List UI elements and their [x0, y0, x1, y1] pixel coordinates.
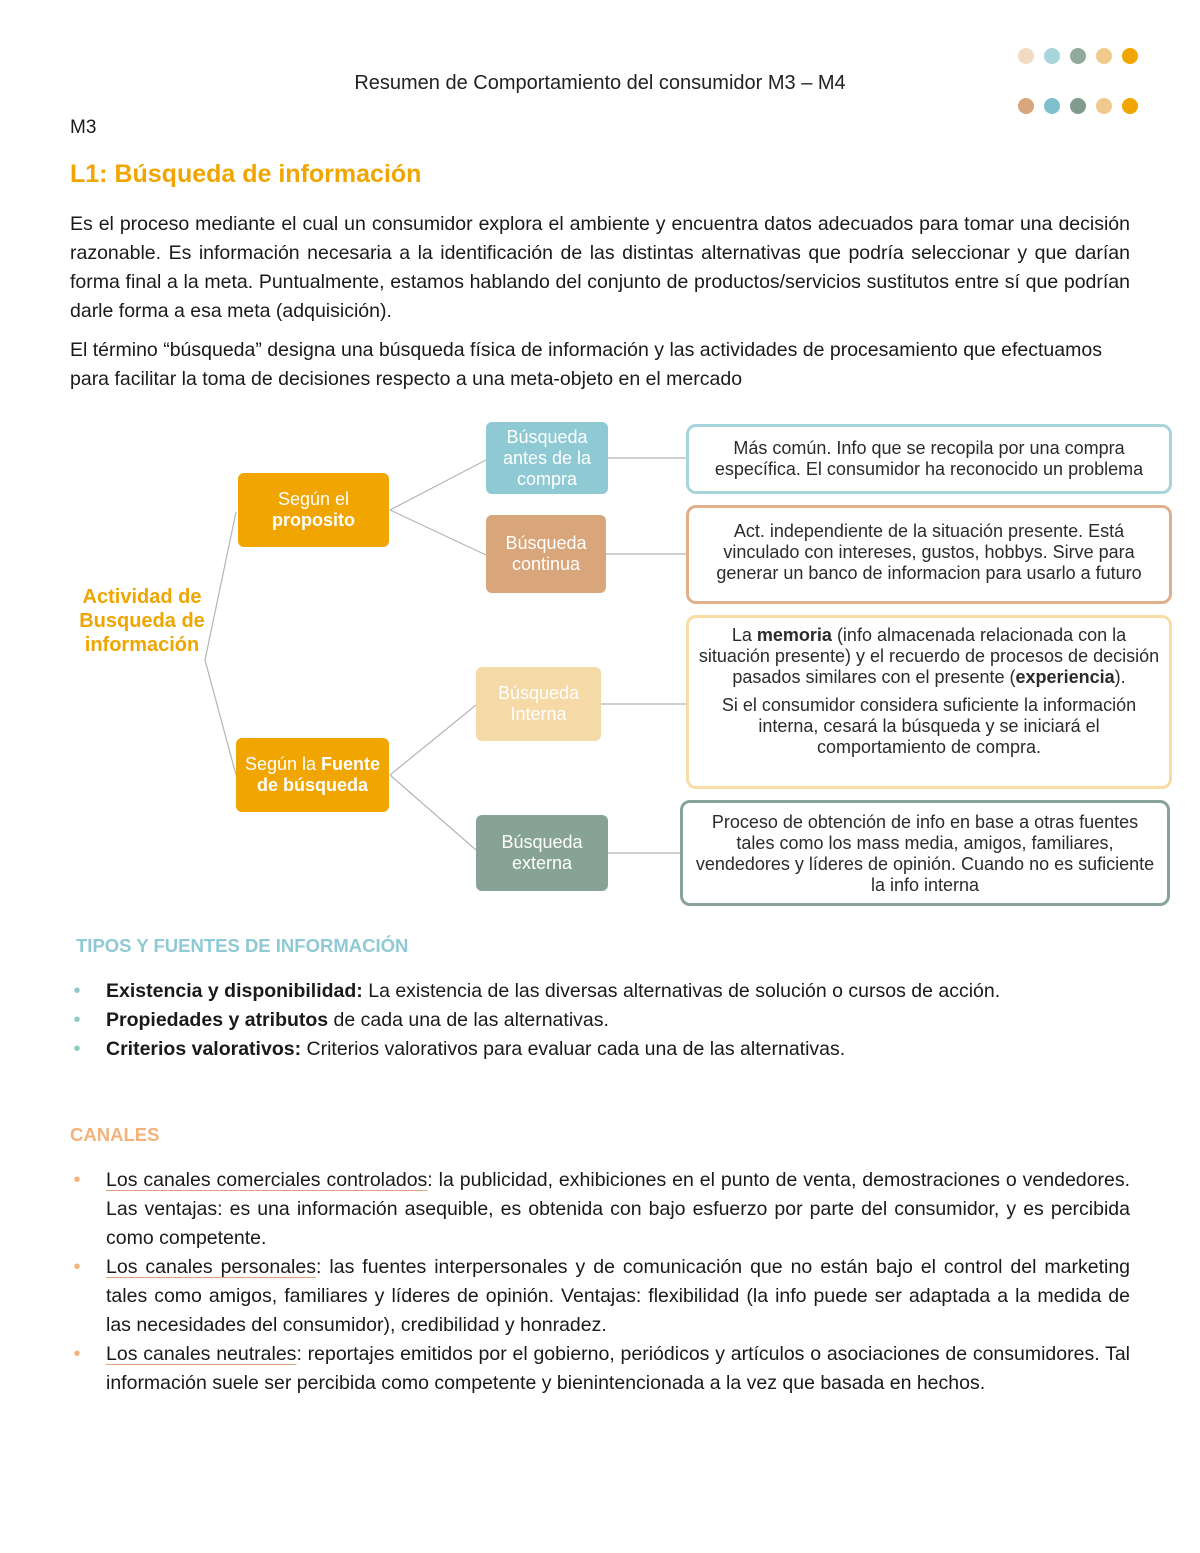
bullet-icon: •: [73, 1256, 81, 1278]
tipos-item-bold: Criterios valorativos:: [106, 1038, 302, 1060]
dot: [1018, 98, 1034, 114]
list-item: [70, 1035, 1130, 1064]
bullet-icon: •: [73, 1009, 81, 1031]
canales-heading: CANALES: [70, 1124, 160, 1145]
dot: [1044, 48, 1060, 64]
dot: [1122, 98, 1138, 114]
tipos-heading: TIPOS Y FUENTES DE INFORMACIÓN: [76, 935, 409, 956]
desc-busqueda-antes-text: Más común. Info que se recopila por una compra específica. El consumidor ha reconocido un problema: [714, 438, 1144, 479]
desc-interna-memoria: memoria: [756, 625, 832, 645]
dot: [1096, 48, 1112, 64]
branch-fuente-label: [245, 754, 380, 796]
dot: [1044, 98, 1060, 114]
leaf-busqueda-interna: [476, 667, 601, 741]
desc-interna-a3: (info almacenada relacionada con la situación presente) y el recuerdo de procesos de decisión pasados similares con el presente (: [698, 625, 1160, 687]
dot: [1122, 48, 1138, 64]
desc-interna-para-2: Si el consumidor considera suficiente la información interna, cesará la búsqueda y se iniciará el comportamiento de compra.: [721, 695, 1137, 757]
branch-fuente-bold1: Fuente: [321, 754, 381, 774]
tipos-item-bold: Existencia y disponibilidad:: [106, 980, 363, 1002]
leaf-busqueda-antes: [486, 422, 608, 494]
branch-proposito: [238, 473, 389, 547]
canal-title: Los canales neutrales: [106, 1343, 297, 1365]
list-item: [70, 977, 1130, 1006]
bullet-icon: •: [73, 1169, 81, 1191]
page-header-title: Resumen de Comportamiento del consumidor M3 – M4: [354, 72, 846, 94]
canal-text: : la publicidad, exhibiciones en el punto de venta, demostraciones o vendedores. Las ventajas: es una información asequible, es obtenida con bajo esfuerzo por parte del consumidor, y es percibida como competente.: [106, 1169, 1130, 1249]
branch-fuente-bold2: de búsqueda: [256, 775, 368, 795]
branch-proposito-pre: Según el: [277, 489, 350, 509]
leaf-busqueda-antes-label: Búsqueda antes de la compra: [502, 426, 592, 489]
desc-busqueda-externa: [680, 800, 1170, 906]
leaf-busqueda-continua-label: Búsqueda continua: [505, 533, 587, 574]
tipos-item-text: de cada una de las alternativas.: [328, 1009, 609, 1031]
intro-paragraph-2: El término “búsqueda” designa una búsqueda física de información y las actividades de procesamiento que efectuamos para facilitar la toma de decisiones respecto a una meta-objeto en el mercado: [70, 339, 1102, 390]
leaf-busqueda-externa-label: Búsqueda externa: [501, 832, 583, 873]
bullet-icon: •: [73, 980, 81, 1002]
intro-paragraph-1: Es el proceso mediante el cual un consumidor explora el ambiente y encuentra datos adecuados para tomar una decisión razonable. Es información necesaria a la identificación de las distintas alternativas que podría seleccionar y que darían forma final a la meta. Puntualmente, estamos hablando del conjunto de productos/servicios sustitutos entre sí que podrían darle forma a esa meta (adquisición).: [70, 213, 1130, 322]
list-item: [70, 1253, 1130, 1340]
list-item: [70, 1166, 1130, 1253]
leaf-busqueda-externa: [476, 815, 608, 891]
branch-proposito-label: [272, 489, 355, 531]
lesson-title: L1: Búsqueda de información: [70, 160, 422, 188]
canal-text: : reportajes emitidos por el gobierno, periódicos y artículos o asociaciones de consumidores. Tal información suele ser percibida como competente y bienintencionada a la vez que basada en hechos.: [106, 1343, 1130, 1394]
tipos-list: [70, 977, 1130, 1064]
decorative-dots: [1018, 48, 1138, 148]
canal-title: Los canales personales: [106, 1256, 316, 1278]
bullet-icon: •: [73, 1343, 81, 1365]
leaf-busqueda-interna-label: Búsqueda Interna: [497, 683, 580, 724]
branch-fuente-pre: Según la: [244, 754, 317, 774]
bullet-icon: •: [73, 1038, 81, 1060]
canal-title: Los canales comerciales controlados: [106, 1169, 428, 1191]
diagram-root: Actividad de Busqueda de información: [79, 586, 205, 656]
tipos-item-text: La existencia de las diversas alternativas de solución o cursos de acción.: [362, 980, 1001, 1002]
desc-busqueda-interna: [686, 615, 1172, 789]
dot: [1070, 98, 1086, 114]
canal-text: : las fuentes interpersonales y de comunicación que no están bajo el control del marketing tales como amigos, familiares y líderes de opinión. Ventajas: flexibilidad (la info puede ser adaptada a la medida de las necesidades del consumidor), credibilidad y honradez.: [106, 1256, 1131, 1336]
dot-row-1: [1018, 48, 1138, 64]
desc-interna-experiencia: experiencia: [1015, 667, 1115, 687]
dot-row-2: [1018, 98, 1138, 114]
desc-busqueda-continua-text: Act. independiente de la situación presente. Está vinculado con intereses, gustos, hobbys. Sirve para generar un banco de informacion para usarlo a futuro: [716, 521, 1142, 583]
desc-interna-para-1: [697, 625, 1161, 688]
branch-proposito-bold: proposito: [272, 510, 355, 530]
list-item: [70, 1340, 1130, 1398]
desc-interna-a5: ).: [1114, 667, 1126, 687]
desc-busqueda-externa-text: Proceso de obtención de info en base a otras fuentes tales como los mass media, amigos, familiares, vendedores y líderes de opinión. Cuando no es suficiente la info interna: [695, 812, 1155, 895]
tipos-item-text: Criterios valorativos para evaluar cada una de las alternativas.: [301, 1038, 846, 1060]
section-id: M3: [70, 117, 97, 138]
leaf-busqueda-continua: [486, 515, 606, 593]
desc-busqueda-antes: [686, 424, 1172, 494]
dot: [1096, 98, 1112, 114]
tipos-item-bold: Propiedades y atributos: [106, 1009, 329, 1031]
dot: [1070, 48, 1086, 64]
desc-interna-a1: La: [731, 625, 757, 645]
desc-busqueda-continua: [686, 505, 1172, 604]
list-item: [70, 1006, 1130, 1035]
branch-fuente: [236, 738, 389, 812]
canales-list: [70, 1166, 1130, 1398]
dot: [1018, 48, 1034, 64]
